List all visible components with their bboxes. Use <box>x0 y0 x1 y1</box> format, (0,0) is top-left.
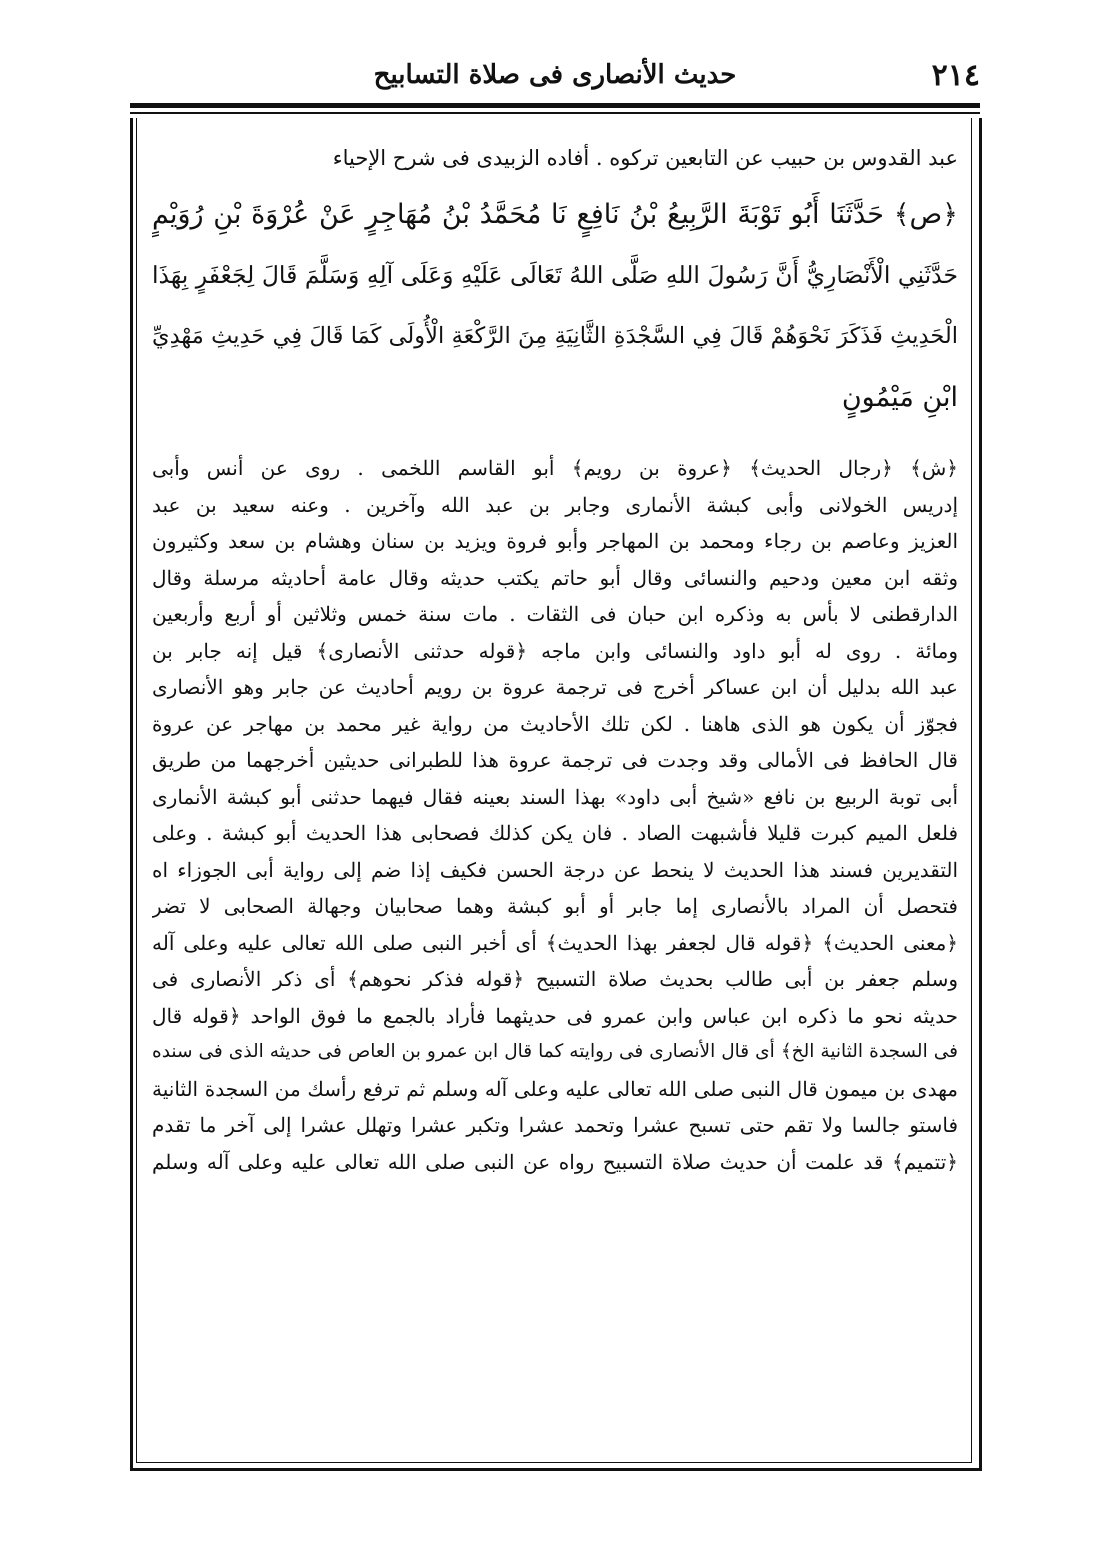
commentary-line: فجوّز أن يكون هو الذى هاهنا . لكن تلك الأحاديث من رواية غير محمد بن مهاجر عن عروة <box>152 711 958 736</box>
hadith-text <box>152 184 958 428</box>
commentary-line: فلعل الميم كبرت قليلا فأشبهت الصاد . فان يكن كذلك فصحابى هذا الحديث أبو كبشة . وعلى <box>152 821 958 845</box>
intro-line: عبد القدوس بن حبيب عن التابعين تركوه . أفاده الزبيدى فى شرح الإحياء <box>332 146 958 170</box>
commentary-line: ﴿معنى الحديث﴾ ﴿قوله قال لجعفر بهذا الحديث﴾ أى أخبر النبى صلى الله تعالى عليه وعلى آله <box>152 930 958 955</box>
commentary-line: فتحصل أن المراد بالأنصارى إما جابر أو أبو كبشة وهما صحابيان وجهالة الصحابى لا تضر <box>152 894 958 918</box>
commentary-text <box>152 450 958 1180</box>
commentary-line: فى السجدة الثانية الخ﴾ أى قال الأنصارى فى روايته كما قال ابن عمرو بن العاص فى حديثه الذى فى سنده <box>152 1041 958 1062</box>
page-content <box>152 140 958 1180</box>
commentary-line: إدريس الخولانى وأبى كبشة الأنمارى وجابر بن عبد الله وآخرين . وعنه سعيد بن عبد <box>152 492 958 517</box>
commentary-line: حديثه نحو ما ذكره ابن عباس وابن عمرو فى حديثهما فأراد بالجمع ما فوق الواحد ﴿قوله قال <box>152 1003 958 1028</box>
commentary-line: فاستو جالسا ولا تقم حتى تسبح عشرا وتحمد عشرا وتكبر عشرا وتهلل عشرا إلى آخر ما تقدم <box>152 1113 958 1137</box>
commentary-line: ﴿ش﴾ ﴿رجال الحديث﴾ ﴿عروة بن رويم﴾ أبو القاسم اللخمى . روى عن أنس وأبى <box>152 456 958 480</box>
commentary-line: وثقه ابن معين ودحيم والنسائى وقال أبو حاتم يكتب حديثه وقال عامة أحاديثه مرسلة وقال <box>152 565 958 590</box>
hadith-line: ﴿ص﴾ حَدَّثَنَا أَبُو تَوْبَةَ الرَّبِيعُ بْنُ نَافِعٍ نَا مُحَمَّدُ بْنُ مُهَاجِرٍ عَنْ عُرْوَةَ بْنِ رُوَيْمٍ <box>152 199 958 230</box>
header-rule-thick <box>130 103 980 108</box>
intro-text <box>152 140 958 176</box>
section-gap <box>152 428 958 450</box>
commentary-line: عبد الله بدليل أن ابن عساكر أخرج فى ترجمة عروة بن رويم أحاديث عن جابر وهو الأنصارى <box>152 675 958 699</box>
commentary-line: العزيز وعاصم بن رجاء ومحمد بن المهاجر وأبو فروة ويزيد بن سنان وهشام بن سعد وكثيرون <box>152 529 958 553</box>
hadith-line: ابْنِ مَيْمُونٍ <box>841 382 958 413</box>
hadith-line: حَدَّثَنِي الْأَنْصَارِيُّ أَنَّ رَسُولَ اللهِ صَلَّى اللهُ تَعَالَى عَلَيْهِ وَعَلَى آلِهِ وَسَلَّمَ قَالَ لِجَعْفَرٍ بِهَذَا <box>152 261 958 289</box>
commentary-line: وسلم جعفر بن أبى طالب بحديث صلاة التسبيح ﴿قوله فذكر نحوهم﴾ أى ذكر الأنصارى فى <box>152 967 958 991</box>
page-header <box>130 56 980 100</box>
header-rule-thin <box>130 112 980 114</box>
commentary-line: قال الحافظ فى الأمالى وقد وجدت فى ترجمة عروة هذا للطبرانى حديثين أخرجهما من طريق <box>152 748 958 772</box>
commentary-line: مهدى بن ميمون قال النبى صلى الله تعالى عليه وعلى آله وسلم ثم ترفع رأسك من السجدة الثانية <box>152 1076 958 1101</box>
commentary-line: أبى توبة الربيع بن نافع «شيخ أبى داود» بهذا السند بعينه فقال فيهما حدثنى أبو كبشة الأنمارى <box>152 784 958 809</box>
commentary-line: الدارقطنى لا بأس به وذكره ابن حبان فى الثقات . مات سنة خمس وثلاثين أو أربع وأربعين <box>152 602 958 626</box>
page-number: ٢١٤ <box>931 58 980 93</box>
running-title: حديث الأنصارى فى صلاة التسابيح <box>373 60 737 90</box>
commentary-line: ﴿تتميم﴾ قد علمت أن حديث صلاة التسبيح رواه عن النبى صلى الله تعالى عليه وعلى آله وسلم <box>152 1149 958 1174</box>
hadith-line: الْحَدِيثِ فَذَكَرَ نَحْوَهُمْ قَالَ فِي السَّجْدَةِ الثَّانِيَةِ مِنَ الرَّكْعَةِ الْأُولَى كَمَا قَالَ فِي حَدِيثِ مَهْدِيِّ <box>152 323 958 349</box>
commentary-line: ومائة . روى له أبو داود والنسائى وابن ماجه ﴿قوله حدثنى الأنصارى﴾ قيل إنه جابر بن <box>152 638 958 663</box>
commentary-line: التقديرين فسند هذا الحديث لا ينحط عن درجة الحسن فكيف إذا ضم إلى رواية أبى الجوزاء اه <box>152 857 958 882</box>
